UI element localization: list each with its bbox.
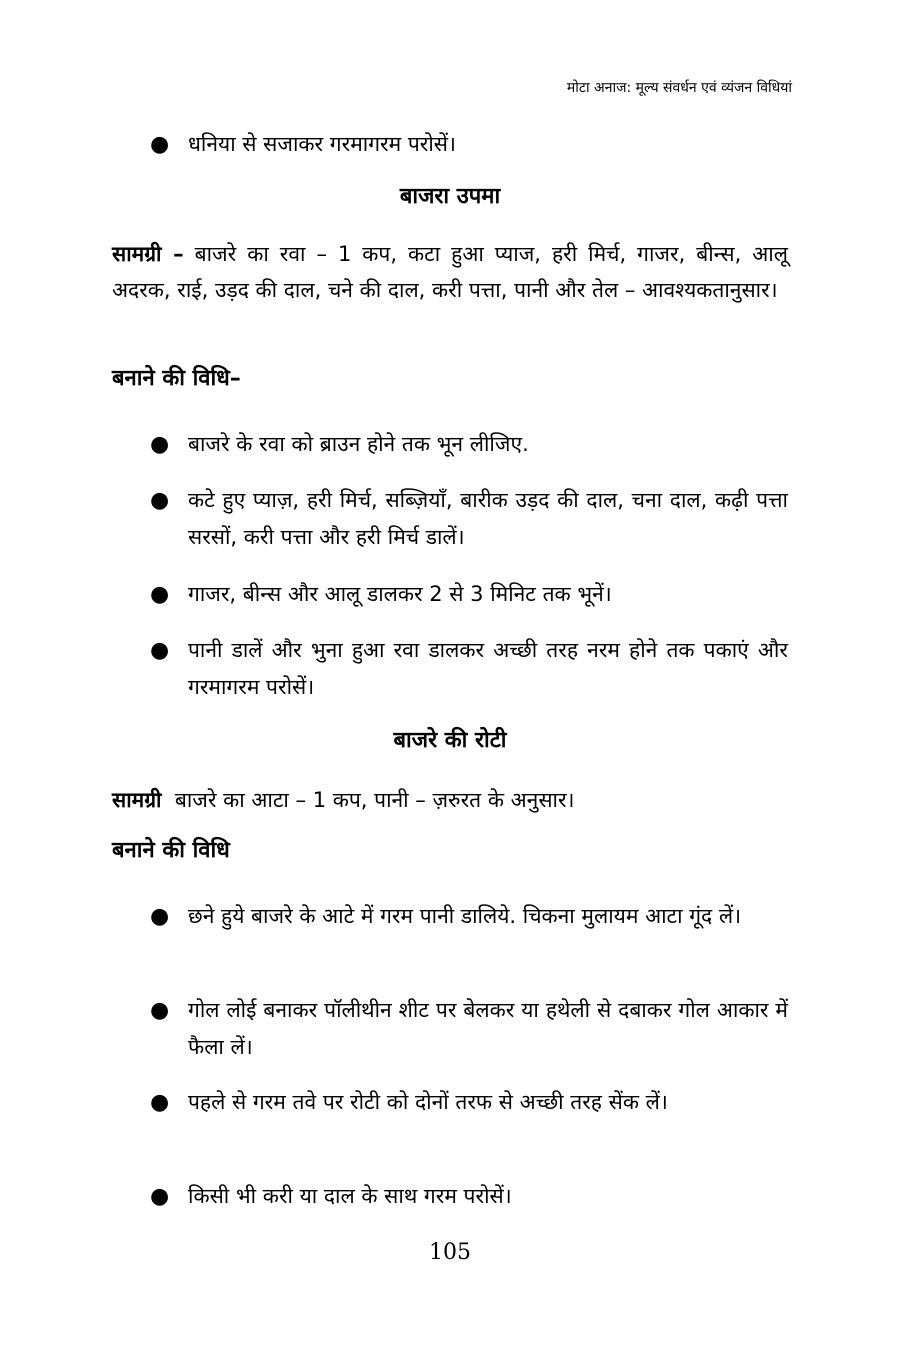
bullet-icon: ● <box>150 1090 170 1115</box>
ingredients-paragraph <box>112 236 788 308</box>
list-item-text: छने हुये बाजरे के आटे में गरम पानी डालिये. चिकना मुलायम आटा गूंद लें। <box>188 904 742 928</box>
list-item <box>150 1084 788 1121</box>
bullet-icon: ● <box>150 1184 170 1209</box>
ingredients-paragraph <box>112 782 788 818</box>
list-item <box>150 632 788 706</box>
list-item <box>150 1178 788 1215</box>
bullet-icon: ● <box>150 432 170 457</box>
list-item-text: बाजरे के रवा को ब्राउन होने तक भून लीजिए. <box>188 432 529 456</box>
bullet-icon: ● <box>150 904 170 929</box>
running-head: मोटा अनाज: मूल्य संवर्धन एवं व्यंजन विधियां <box>566 80 792 96</box>
list-item <box>150 426 788 463</box>
ingredients-text: बाजरे का रवा – 1 कप, कटा हुआ प्याज, हरी मिर्च, गाजर, बीन्स, आलू अदरक, राई, उड़द की दाल, चने की दाल, करी पत्ता, पानी और तेल – आवश्यकतानुसार। <box>112 242 788 302</box>
list-item-text: कटे हुए प्याज़, हरी मिर्च, सब्ज़ियाँ, बारीक उड़द की दाल, चना दाल, कढ़ी पत्ता सरसों, करी पत्ता और हरी मिर्च डालें। <box>188 488 788 549</box>
recipe-title: बाजरे की रोटी <box>393 728 507 753</box>
list-item-text: धनिया से सजाकर गरमागरम परोसें। <box>188 132 456 156</box>
bullet-icon: ● <box>150 582 170 607</box>
recipe-title: बाजरा उपमा <box>399 184 501 209</box>
list-item <box>150 898 788 935</box>
bullet-icon: ● <box>150 638 170 663</box>
list-item <box>150 576 788 613</box>
list-item <box>150 126 788 163</box>
list-item-text: गाजर, बीन्स और आलू डालकर 2 से 3 मिनिट तक भूनें। <box>188 582 612 606</box>
list-item-text: गोल लोई बनाकर पॉलीथीन शीट पर बेलकर या हथेली से दबाकर गोल आकार में फैला लें। <box>188 998 788 1059</box>
list-item-text: पानी डालें और भुना हुआ रवा डालकर अच्छी तरह नरम होने तक पकाएं और गरमागरम परोसें। <box>188 638 788 699</box>
method-heading: बनाने की विधि <box>112 838 230 863</box>
bullet-icon: ● <box>150 998 170 1023</box>
method-heading: बनाने की विधि– <box>112 366 241 391</box>
bullet-icon: ● <box>150 132 170 157</box>
list-item-text: पहले से गरम तवे पर रोटी को दोनों तरफ से अच्छी तरह सेंक लें। <box>188 1090 668 1114</box>
ingredients-label: सामग्री <box>112 788 162 812</box>
page-number: 105 <box>429 1240 471 1265</box>
ingredients-text: बाजरे का आटा – 1 कप, पानी – ज़रुरत के अनुसार। <box>174 788 575 812</box>
bullet-icon: ● <box>150 488 170 513</box>
list-item <box>150 482 788 556</box>
ingredients-label: सामग्री – <box>112 242 184 266</box>
list-item-text: किसी भी करी या दाल के साथ गरम परोसें। <box>188 1184 512 1208</box>
list-item <box>150 992 788 1066</box>
